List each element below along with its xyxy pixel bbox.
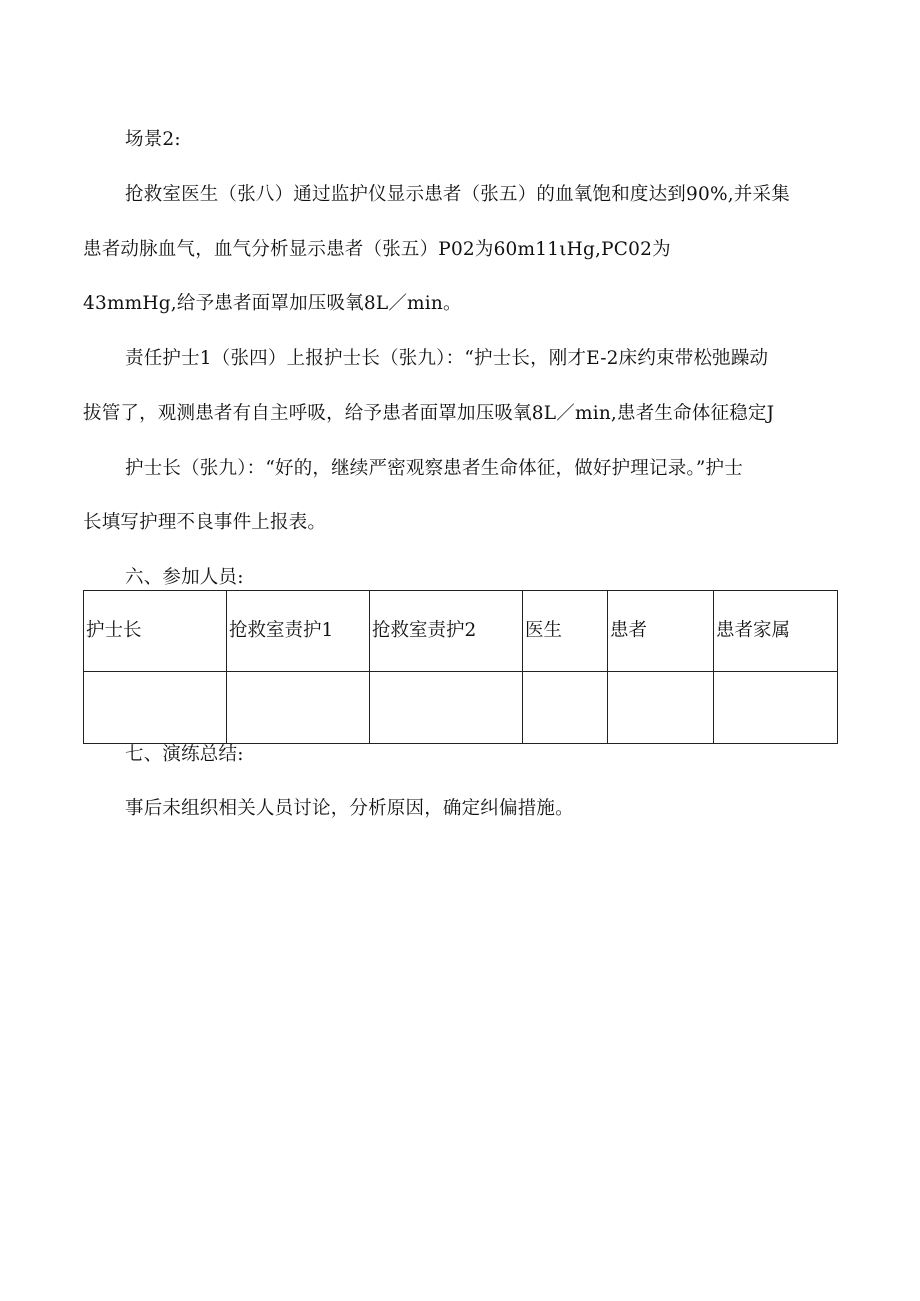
participants-header-cell: 医生 <box>523 591 608 672</box>
participants-value-cell <box>227 672 370 744</box>
participants-table <box>83 590 838 744</box>
participants-value-row <box>84 672 838 744</box>
head-nurse-paragraph-line-1: 护士长（张九）：“好的，继续严密观察患者生命体征，做好护理记录。”护士 <box>125 458 743 479</box>
participants-header-cell: 患者 <box>608 591 714 672</box>
summary-text: 事后未组织相关人员讨论，分析原因，确定纠偏措施。 <box>125 798 574 819</box>
participants-value-cell <box>714 672 838 744</box>
participants-header-cell: 护士长 <box>84 591 227 672</box>
participants-value-cell <box>84 672 227 744</box>
participants-header-cell: 抢救室责护1 <box>227 591 370 672</box>
nurse-paragraph-line-1: 责任护士1（张四）上报护士长（张九）：“护士长，刚才E-2床约束带松弛躁动 <box>125 348 769 369</box>
participants-value-cell <box>370 672 523 744</box>
doctor-paragraph-line-3: 43mmHg,给予患者面罩加压吸氧8L／min。 <box>83 293 462 314</box>
doctor-paragraph-line-1: 抢救室医生（张八）通过监护仪显示患者（张五）的血氧饱和度达到90%,并采集 <box>125 184 790 205</box>
summary-heading: 七、演练总结: <box>125 744 244 765</box>
participants-value-cell <box>523 672 608 744</box>
scene-heading: 场景2: <box>125 129 181 150</box>
head-nurse-paragraph-line-2: 长填写护理不良事件上报表。 <box>83 512 327 533</box>
participants-heading: 六、参加人员: <box>125 567 244 588</box>
participants-header-cell: 抢救室责护2 <box>370 591 523 672</box>
doctor-paragraph-line-2: 患者动脉血气，血气分析显示患者（张五）P02为60m11ιHg,PC02为 <box>83 239 671 260</box>
participants-header-row <box>84 591 838 672</box>
nurse-paragraph-line-2: 拔管了，观测患者有自主呼吸，给予患者面罩加压吸氧8L／min,患者生命体征稳定J <box>83 403 775 424</box>
participants-value-cell <box>608 672 714 744</box>
participants-header-cell: 患者家属 <box>714 591 838 672</box>
